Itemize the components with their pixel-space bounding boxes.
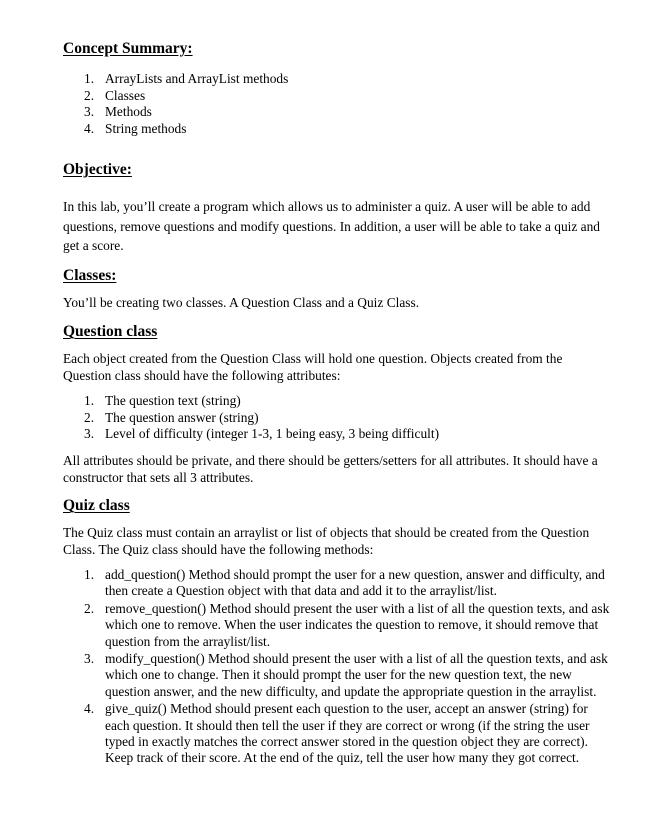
question-class-outro: All attributes should be private, and there should be getters/setters for all attributes. It should have a constructor that sets all 3 attributes. xyxy=(63,453,598,485)
list-item: 4. give_quiz() Method should present each question to the user, accept an answer (string) for each question. It should then tell the user if they are correct or wrong (if the string the user typed in exactly matches the correct answer stored in the question object they are correct). Keep track of their score. At the end of the quiz, tell the user how many they got correct. xyxy=(84,701,590,766)
classes-heading: Classes: xyxy=(63,267,117,284)
list-item: 3. Methods xyxy=(84,104,152,119)
list-item: 1. add_question() Method should prompt the user for a new question, answer and difficulty, and then create a Question object with that data and add it to the arraylist/list. xyxy=(84,567,605,599)
concept-summary-heading: Concept Summary: xyxy=(63,40,193,57)
question-class-heading: Question class xyxy=(63,323,158,340)
concept-summary-list xyxy=(63,71,288,137)
quiz-class-heading: Quiz class xyxy=(63,497,130,514)
objective-text: In this lab, you’ll create a program which allows us to administer a quiz. A user will be able to add questions, remove questions and modify questions. In addition, a user will be able to take a quiz and get a score. xyxy=(63,199,600,253)
objective-heading: Objective: xyxy=(63,161,132,178)
question-class-intro: Each object created from the Question Class will hold one question. Objects created from the Question class should have the following attributes: xyxy=(63,351,563,383)
list-item: 1. The question text (string) xyxy=(84,393,241,408)
classes-text: You’ll be creating two classes. A Question Class and a Quiz Class. xyxy=(63,295,420,310)
list-item: 4. String methods xyxy=(84,120,187,136)
quiz-class-intro: The Quiz class must contain an arraylist or list of objects that should be created from the Question Class. The Quiz class should have the following methods: xyxy=(63,525,590,557)
list-item: 3. modify_question() Method should present the user with a list of all the question texts, and ask which one to change. Then it should prompt the user for the new question text, the new question answer, and the new difficulty, and update the appropriate question in the arraylist. xyxy=(84,651,608,699)
list-item: 1. ArrayLists and ArrayList methods xyxy=(84,71,289,86)
list-item: 2. Classes xyxy=(84,87,146,103)
list-item: 2. remove_question() Method should present the user with a list of all the question texts, and ask which one to remove. When the user indicates the question to remove, it should remove that question from the arraylist/list. xyxy=(84,600,610,649)
list-item: 2. The question answer (string) xyxy=(84,409,259,425)
list-item: 3. Level of difficulty (integer 1-3, 1 being easy, 3 being difficult) xyxy=(84,426,440,441)
question-attributes-list xyxy=(63,393,439,443)
quiz-methods-list xyxy=(63,567,611,768)
